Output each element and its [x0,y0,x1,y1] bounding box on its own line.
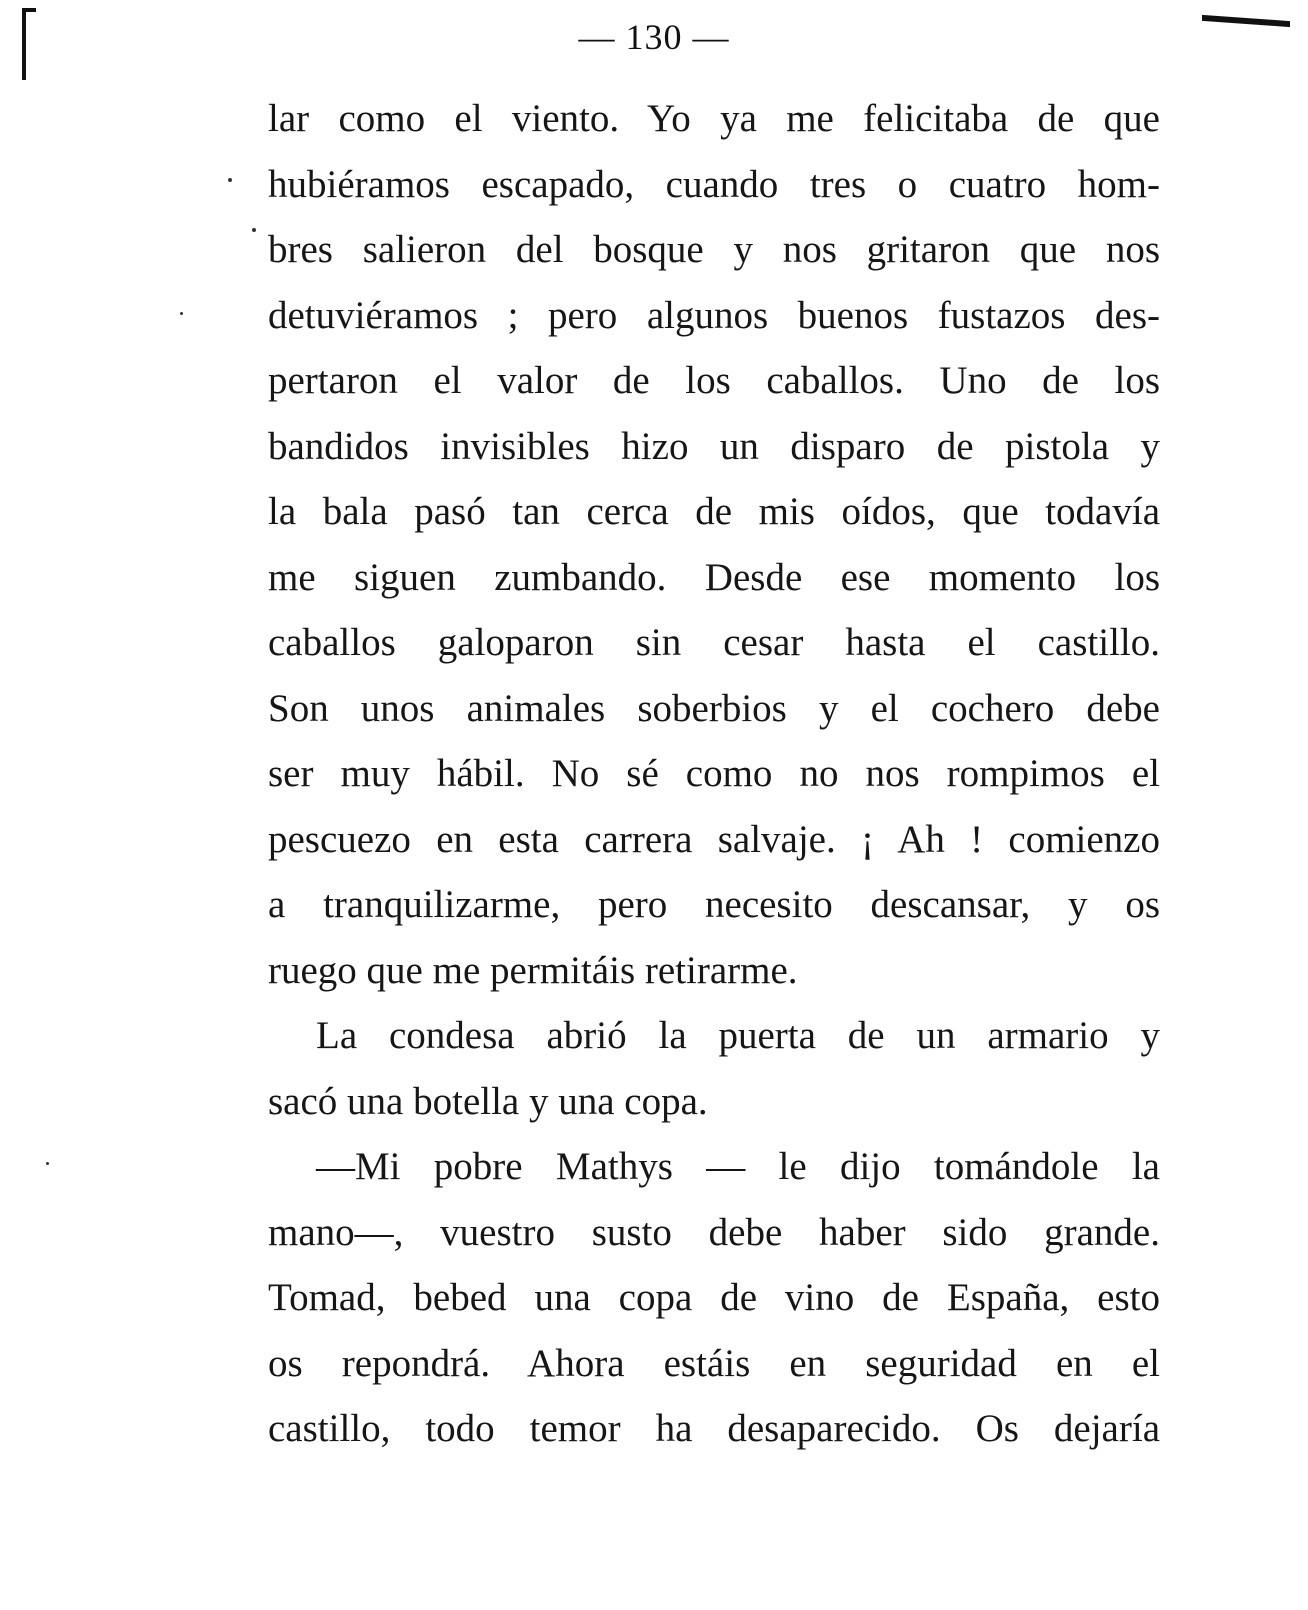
scan-speck [180,312,183,315]
body-text [268,86,1160,1462]
text-line: caballos galoparon sin cesar hasta el castillo. [268,621,1160,664]
text-line: a tranquilizarme, pero necesito descansar, y os [268,883,1160,926]
text-line: —Mi pobre Mathys — le dijo tomándole la [316,1145,1160,1188]
text-line: castillo, todo temor ha desaparecido. Os dejaría [268,1407,1160,1450]
text-line: mano—, vuestro susto debe haber sido grande. [268,1210,1160,1254]
scan-speck [252,228,256,232]
text-line: pertaron el valor de los caballos. Uno de los [268,359,1160,402]
text-line: bres salieron del bosque y nos gritaron que nos [268,228,1160,271]
text-line: Son unos animales soberbios y el cochero debe [268,686,1160,730]
text-line: sacó una botella y una copa. [268,1079,708,1123]
text-line: lar como el viento. Yo ya me felicitaba de que [268,97,1160,140]
text-line: la bala pasó tan cerca de mis oídos, que todavía [268,490,1160,533]
text-line: me siguen zumbando. Desde ese momento los [268,555,1160,599]
text-line: Tomad, bebed una copa de vino de España, esto [268,1276,1160,1319]
text-line: La condesa abrió la puerta de un armario y [316,1014,1160,1057]
text-line: bandidos invisibles hizo un disparo de pistola y [268,424,1160,468]
scan-speck [46,1162,49,1165]
text-line: os repondrá. Ahora estáis en seguridad en el [268,1341,1160,1385]
scan-speck [228,178,232,182]
text-line: ruego que me permitáis retirarme. [268,948,798,992]
text-line: hubiéramos escapado, cuando tres o cuatro hom- [268,162,1160,206]
page-number: — 130 — [578,17,730,57]
text-line: ser muy hábil. No sé como no nos rompimos el [268,752,1160,795]
text-line: pescuezo en esta carrera salvaje. ¡ Ah ! comienzo [268,817,1160,861]
text-line: detuviéramos ; pero algunos buenos fustazos des- [268,293,1160,337]
